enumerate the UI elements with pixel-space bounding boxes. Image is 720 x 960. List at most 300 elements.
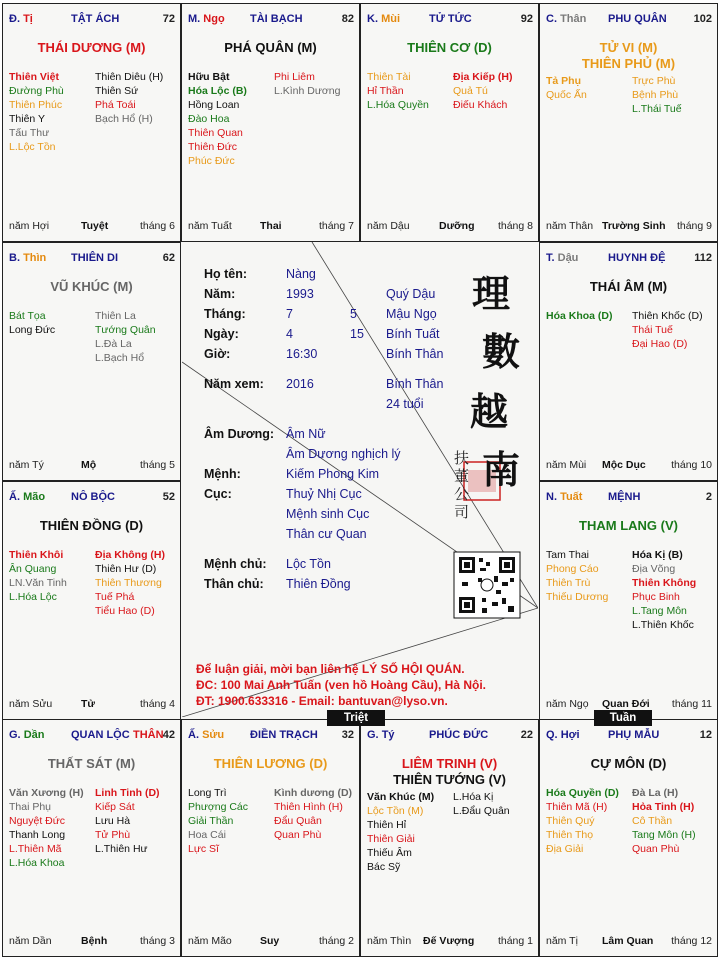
minor-star: Thiên Quan bbox=[188, 127, 243, 139]
minor-star: Bệnh Phù bbox=[632, 89, 679, 101]
palace-name: PHÚC ĐỨC bbox=[429, 729, 489, 741]
minor-star: Long Trì bbox=[188, 787, 227, 799]
menh-label: Mệnh: bbox=[204, 467, 241, 481]
chi: Tuất bbox=[560, 491, 583, 503]
nguyet-han: tháng 9 bbox=[676, 220, 712, 232]
minor-star: Thiên Hình (H) bbox=[274, 801, 343, 813]
ngay-label: Ngày: bbox=[204, 327, 239, 341]
minor-star: Thiên Phúc bbox=[9, 99, 63, 111]
chi: Hợi bbox=[560, 729, 580, 741]
than-marker: THÂN bbox=[133, 729, 164, 741]
tieu-han-year: năm Dần bbox=[9, 935, 52, 947]
minor-star: L.Hóa Lộc bbox=[9, 591, 57, 603]
nguyet-han: tháng 12 bbox=[671, 935, 712, 947]
tieu-han-year: năm Mùi bbox=[546, 459, 587, 471]
chi: Mùi bbox=[381, 13, 401, 25]
minor-star: Quả Tú bbox=[453, 85, 488, 97]
nam-xem-label: Năm xem: bbox=[204, 377, 264, 391]
palace-name: TÀI BẠCH bbox=[250, 13, 303, 25]
minor-star: Phong Cáo bbox=[546, 563, 599, 575]
chi: Dậu bbox=[557, 252, 579, 264]
minor-star: Hỏa Tinh (H) bbox=[632, 801, 695, 813]
nam-xem-can-chi: Bính Thân bbox=[386, 377, 444, 391]
left-star-list bbox=[9, 70, 64, 154]
palace-cell-mao bbox=[2, 481, 181, 720]
minor-star: Thai Phụ bbox=[9, 801, 52, 813]
dai-han-number: 12 bbox=[699, 729, 712, 741]
right-star-list bbox=[95, 548, 165, 618]
palace-footer bbox=[9, 220, 175, 233]
minor-star: L.Đà La bbox=[95, 338, 132, 350]
right-star-list bbox=[453, 790, 510, 818]
cuc-relation: Mệnh sinh Cục bbox=[286, 507, 370, 521]
dai-han-number: 102 bbox=[693, 13, 712, 25]
nguyet-han: tháng 1 bbox=[497, 935, 533, 947]
palace-cell-thin bbox=[2, 242, 181, 481]
can-chi bbox=[367, 729, 395, 741]
tieu-han-year: năm Ngọ bbox=[546, 698, 589, 710]
trang-sinh: Trường Sinh bbox=[602, 220, 666, 232]
minor-star: Thiên Đức bbox=[188, 141, 238, 153]
dai-han-number: 22 bbox=[520, 729, 533, 741]
palace-footer bbox=[9, 698, 175, 711]
main-star: TỬ VI (M) bbox=[599, 40, 658, 55]
contact-address: ĐC: 100 Mai Anh Tuấn (ven hồ Hoàng Cầu), Hà Nội. bbox=[196, 678, 487, 692]
minor-star: Thiên Hỉ bbox=[367, 819, 407, 831]
trang-sinh: Bệnh bbox=[81, 935, 108, 947]
can-chi bbox=[9, 13, 33, 25]
minor-star: Hoa Cái bbox=[188, 829, 226, 841]
minor-star: Hóa Quyền (D) bbox=[546, 787, 619, 799]
nguyet-han: tháng 11 bbox=[671, 698, 712, 710]
minor-star: Bạch Hổ (H) bbox=[95, 113, 153, 125]
minor-star: Thiên Việt bbox=[9, 71, 59, 83]
main-star: THẤT SÁT (M) bbox=[47, 756, 136, 771]
ho-ten-label: Họ tên: bbox=[204, 267, 248, 281]
minor-star: Phượng Các bbox=[188, 801, 249, 813]
minor-star: Hóa Khoa (D) bbox=[546, 310, 613, 322]
can: B. bbox=[9, 252, 20, 264]
minor-star: Hỉ Thần bbox=[367, 85, 404, 97]
minor-star: Phá Toái bbox=[95, 99, 136, 111]
chi: Thân bbox=[560, 13, 587, 25]
am-duong-label: Âm Dương: bbox=[204, 427, 275, 441]
palace-header bbox=[188, 729, 354, 743]
can: N. bbox=[546, 491, 557, 503]
dai-han-number: 112 bbox=[694, 252, 712, 264]
palace-name: PHU QUÂN bbox=[608, 13, 667, 25]
gio-value: 16:30 bbox=[286, 347, 318, 361]
minor-star: Đào Hoa bbox=[188, 113, 230, 125]
left-star-list bbox=[546, 309, 613, 323]
palace-cell-mui bbox=[360, 3, 539, 242]
nam-label: Năm: bbox=[204, 287, 236, 301]
main-star: THIÊN LƯƠNG (D) bbox=[213, 756, 328, 771]
minor-star: L.Đẩu Quân bbox=[453, 805, 510, 817]
minor-star: Thiên Khôi bbox=[9, 549, 64, 561]
tieu-han-year: năm Tuất bbox=[188, 220, 232, 232]
thang-label: Tháng: bbox=[204, 307, 246, 321]
dai-han-number: 52 bbox=[162, 491, 175, 503]
palace-name: PHỤ MẪU bbox=[608, 729, 660, 741]
right-star-list bbox=[95, 309, 156, 365]
trang-sinh: Tử bbox=[81, 698, 96, 710]
calligraphy-char-3: 越 bbox=[470, 389, 509, 434]
than-chu-label: Thân chủ: bbox=[204, 577, 264, 591]
minor-star: Thiên Trù bbox=[546, 577, 591, 589]
dai-han-number: 72 bbox=[162, 13, 175, 25]
tieu-han-year: năm Tị bbox=[546, 935, 578, 947]
nguyet-han: tháng 8 bbox=[497, 220, 533, 232]
left-star-list bbox=[546, 786, 619, 856]
minor-star: Long Đức bbox=[9, 324, 56, 336]
minor-star: L.Lộc Tồn bbox=[9, 141, 56, 153]
palace-header bbox=[546, 491, 712, 505]
right-star-list bbox=[632, 74, 682, 116]
trang-sinh: Mộ bbox=[81, 459, 97, 471]
palace-header bbox=[367, 13, 533, 27]
chi: Mão bbox=[23, 491, 46, 503]
palace-header bbox=[9, 729, 175, 743]
minor-star: Văn Khúc (M) bbox=[367, 791, 435, 803]
nguyet-han: tháng 10 bbox=[671, 459, 712, 471]
chi: Ngọ bbox=[203, 13, 225, 25]
minor-star: Đà La (H) bbox=[632, 787, 679, 799]
center-info-panel bbox=[182, 242, 538, 717]
palace-cell-ti bbox=[2, 3, 181, 242]
than-cu: Thân cư Quan bbox=[286, 527, 367, 541]
minor-star: Quốc Ấn bbox=[546, 89, 587, 101]
minor-star: Thiên Sứ bbox=[95, 85, 139, 97]
minor-star: Địa Kiếp (H) bbox=[453, 71, 513, 83]
minor-star: L.Thái Tuế bbox=[632, 103, 682, 115]
can: Q. bbox=[546, 729, 558, 741]
palace-name: HUYNH ĐỆ bbox=[608, 252, 666, 264]
minor-star: Lộc Tồn (M) bbox=[367, 805, 424, 817]
dai-han-number: 92 bbox=[520, 13, 533, 25]
dai-han-number: 82 bbox=[341, 13, 354, 25]
minor-star: LN.Văn Tinh bbox=[9, 577, 67, 589]
can-chi bbox=[9, 491, 45, 503]
minor-star: Phục Binh bbox=[632, 591, 680, 603]
minor-star: Nguyệt Đức bbox=[9, 815, 66, 827]
minor-star: Thiên Không bbox=[632, 577, 697, 589]
than-chu-value: Thiên Đồng bbox=[286, 577, 351, 591]
can-chi bbox=[9, 729, 44, 741]
minor-star: Tướng Quân bbox=[95, 324, 156, 336]
palace-name: MỆNH bbox=[608, 491, 641, 503]
calligraphy-small-3: 公 bbox=[454, 485, 470, 503]
cuc-value: Thuỷ Nhị Cục bbox=[286, 487, 362, 501]
palace-header bbox=[546, 13, 712, 27]
minor-star: Hóa Kị (B) bbox=[632, 549, 683, 561]
main-star: CỰ MÔN (D) bbox=[590, 756, 667, 771]
can: Ấ. bbox=[188, 729, 199, 741]
minor-star: L.Bạch Hổ bbox=[95, 352, 145, 364]
menh-chu-label: Mệnh chủ: bbox=[204, 557, 267, 571]
palace-cell-ty bbox=[360, 719, 539, 957]
gio-label: Giờ: bbox=[204, 347, 231, 361]
main-star: THIÊN CƠ (D) bbox=[407, 40, 492, 55]
main-star: THIÊN PHỦ (M) bbox=[581, 56, 676, 71]
minor-star: Bác Sỹ bbox=[367, 861, 401, 873]
minor-star: Địa Không (H) bbox=[95, 549, 165, 561]
minor-star: Phúc Đức bbox=[188, 155, 235, 167]
right-star-list bbox=[95, 70, 163, 126]
minor-star: L.Hóa Quyền bbox=[367, 99, 429, 111]
minor-star: Ân Quang bbox=[9, 563, 57, 575]
nguyet-han: tháng 2 bbox=[318, 935, 354, 947]
minor-star: Tam Thai bbox=[546, 549, 589, 561]
calligraphy-char-4: 南 bbox=[482, 447, 521, 492]
calligraphy-small-1: 扶 bbox=[454, 449, 470, 467]
tieu-han-year: năm Dậu bbox=[367, 220, 410, 232]
can: M. bbox=[188, 13, 201, 25]
minor-star: Thanh Long bbox=[9, 829, 66, 841]
palace-header bbox=[9, 252, 175, 266]
left-star-list bbox=[9, 309, 55, 337]
palace-name: NÔ BỘC bbox=[71, 491, 115, 503]
main-star: THAM LANG (V) bbox=[579, 518, 678, 533]
minor-star: Hóa Lộc (B) bbox=[188, 85, 247, 97]
right-star-list bbox=[632, 309, 703, 351]
minor-star: Lưu Hà bbox=[95, 815, 131, 827]
minor-star: Thiên Quý bbox=[546, 815, 595, 827]
minor-star: Cô Thần bbox=[632, 815, 673, 827]
minor-star: L.Hóa Khoa bbox=[9, 857, 65, 869]
palace-name: THIÊN DI bbox=[71, 252, 119, 264]
dai-han-number: 42 bbox=[162, 729, 175, 741]
minor-star: Tang Môn (H) bbox=[632, 829, 696, 841]
minor-star: Trực Phù bbox=[632, 75, 676, 87]
minor-star: Bát Tọa bbox=[9, 310, 46, 322]
can-chi bbox=[546, 252, 578, 264]
minor-star: L.Thiên Mã bbox=[9, 843, 62, 855]
right-star-list bbox=[632, 786, 696, 856]
main-star: THÁI DƯƠNG (M) bbox=[37, 40, 146, 55]
palace-cell-dau bbox=[539, 242, 718, 481]
minor-star: Tử Phù bbox=[95, 829, 131, 841]
main-star: THIÊN ĐỒNG (D) bbox=[39, 518, 144, 533]
dai-han-number: 2 bbox=[705, 491, 712, 503]
nguyet-han: tháng 6 bbox=[139, 220, 175, 232]
palace-cell-hoi bbox=[539, 719, 718, 957]
minor-star: L.Thiên Khốc bbox=[632, 619, 694, 631]
ngay-can-chi: Bính Tuất bbox=[386, 327, 440, 341]
thang-am: 5 bbox=[350, 307, 357, 321]
tieu-han-year: năm Thìn bbox=[367, 935, 412, 947]
minor-star: Tấu Thư bbox=[9, 127, 50, 139]
tieu-han-year: năm Hợi bbox=[9, 220, 50, 232]
dai-han-number: 62 bbox=[162, 252, 175, 264]
can-chi bbox=[546, 491, 582, 503]
left-star-list bbox=[9, 548, 67, 604]
calligraphy-char-1: 理 bbox=[472, 271, 511, 316]
minor-star: Thiên Hư (D) bbox=[95, 563, 157, 575]
minor-star: Thiên Giải bbox=[367, 833, 415, 845]
nguyet-han: tháng 3 bbox=[139, 935, 175, 947]
trang-sinh: Suy bbox=[260, 935, 280, 947]
palace-cell-suu bbox=[181, 719, 360, 957]
chi: Dần bbox=[23, 729, 45, 741]
minor-star: Đẩu Quân bbox=[274, 815, 322, 827]
palace-name: TẬT ÁCH bbox=[71, 13, 120, 25]
palace-header bbox=[9, 491, 175, 505]
can: Ấ. bbox=[9, 491, 20, 503]
minor-star: Văn Xương (H) bbox=[9, 787, 84, 799]
minor-star: Thiếu Dương bbox=[546, 591, 609, 603]
palace-cell-tuat bbox=[539, 481, 718, 720]
minor-star: Điếu Khách bbox=[453, 99, 508, 111]
dai-han-number: 32 bbox=[341, 729, 354, 741]
minor-star: Thiên La bbox=[95, 310, 136, 322]
main-star: VŨ KHÚC (M) bbox=[50, 279, 133, 294]
trang-sinh: Mộc Dục bbox=[602, 459, 646, 471]
gio-can-chi: Bính Thân bbox=[386, 347, 444, 361]
tieu-han-year: năm Tý bbox=[9, 459, 44, 471]
minor-star: L.Thiên Hư bbox=[95, 843, 148, 855]
right-star-list bbox=[95, 786, 160, 856]
left-star-list bbox=[9, 786, 84, 870]
minor-star: Linh Tinh (D) bbox=[95, 787, 160, 799]
minor-star: Thiên Thọ bbox=[546, 829, 594, 841]
tieu-han-year: năm Thân bbox=[546, 220, 594, 232]
palace-footer bbox=[9, 459, 175, 472]
minor-star: Quan Phù bbox=[274, 829, 322, 841]
trang-sinh: Đế Vượng bbox=[423, 935, 475, 947]
contact-phone-email: ĐT: 1900.633316 - Email: bantuvan@lyso.vn. bbox=[196, 694, 448, 708]
minor-star: L.Kình Dương bbox=[274, 85, 341, 97]
palace-name: QUAN LỘC bbox=[71, 729, 130, 741]
palace-header bbox=[367, 729, 533, 743]
minor-star: Đại Hao (D) bbox=[632, 338, 688, 350]
left-star-list bbox=[546, 548, 608, 604]
nguyet-han: tháng 7 bbox=[318, 220, 354, 232]
chi: Thìn bbox=[23, 252, 47, 264]
palace-cell-ngo bbox=[181, 3, 360, 242]
can-chi bbox=[367, 13, 400, 25]
menh-chu-value: Lộc Tồn bbox=[286, 557, 331, 571]
minor-star: Quan Phù bbox=[632, 843, 680, 855]
calligraphy-small-2: 董 bbox=[454, 467, 470, 485]
minor-star: L.Hóa Kị bbox=[453, 791, 494, 803]
left-star-list bbox=[367, 70, 429, 112]
trang-sinh: Thai bbox=[260, 220, 282, 232]
nguyet-han: tháng 4 bbox=[139, 698, 175, 710]
ngay-am: 15 bbox=[350, 327, 364, 341]
main-star: THIÊN TƯỚNG (V) bbox=[393, 772, 506, 787]
can-chi bbox=[188, 729, 224, 741]
palace-header bbox=[188, 13, 354, 27]
ho-ten-value: Nàng bbox=[286, 267, 316, 281]
trang-sinh: Tuyệt bbox=[81, 220, 109, 232]
am-duong-value: Âm Nữ bbox=[286, 427, 326, 441]
right-star-list bbox=[453, 70, 513, 112]
tu-vi-chart bbox=[2, 3, 718, 957]
can-chi bbox=[546, 13, 586, 25]
can: T. bbox=[546, 252, 555, 264]
palace-header bbox=[546, 252, 712, 266]
right-star-list bbox=[274, 786, 352, 842]
can: G. bbox=[9, 729, 21, 741]
tuan-marker: Tuần bbox=[594, 710, 652, 726]
minor-star: Thiên Khốc (D) bbox=[632, 310, 703, 322]
minor-star: Hữu Bật bbox=[188, 71, 230, 83]
minor-star: L.Tang Môn bbox=[632, 605, 687, 617]
can-chi bbox=[188, 13, 225, 25]
can: Đ. bbox=[9, 13, 20, 25]
main-star: PHÁ QUÂN (M) bbox=[224, 40, 317, 55]
left-star-list bbox=[188, 786, 248, 856]
cuc-label: Cục: bbox=[204, 487, 232, 501]
nam-value: 1993 bbox=[286, 287, 314, 301]
palace-header bbox=[9, 13, 175, 27]
thang-can-chi: Mậu Ngọ bbox=[386, 307, 437, 321]
tieu-han-year: năm Sửu bbox=[9, 698, 53, 710]
left-star-list bbox=[546, 74, 587, 102]
can: C. bbox=[546, 13, 557, 25]
chi: Sửu bbox=[202, 729, 225, 741]
minor-star: Đường Phù bbox=[9, 85, 64, 97]
ngay-duong: 4 bbox=[286, 327, 293, 341]
main-star: LIÊM TRINH (V) bbox=[401, 756, 498, 771]
trang-sinh: Quan Đới bbox=[602, 698, 650, 710]
left-star-list bbox=[188, 70, 247, 168]
tuoi-value: 24 tuổi bbox=[386, 397, 424, 411]
palace-name: TỬ TỨC bbox=[429, 13, 472, 25]
minor-star: Địa Giải bbox=[546, 843, 584, 855]
minor-star: Tuế Phá bbox=[95, 591, 135, 603]
minor-star: Thiên Diêu (H) bbox=[95, 71, 164, 83]
left-star-list bbox=[367, 790, 434, 874]
contact-line-1: Để luận giải, mời bạn liên hệ LÝ SỐ HỘI QUÁN. bbox=[196, 662, 465, 676]
can-chi bbox=[9, 252, 46, 264]
palace-footer bbox=[546, 935, 712, 948]
minor-star: Hồng Loan bbox=[188, 99, 240, 111]
trang-sinh: Lâm Quan bbox=[602, 935, 654, 947]
palace-footer bbox=[367, 220, 533, 233]
palace-footer bbox=[546, 459, 712, 472]
calligraphy-small-4: 司 bbox=[454, 503, 470, 521]
am-duong-note: Âm Dương nghịch lý bbox=[286, 447, 401, 461]
minor-star: Thái Tuế bbox=[632, 324, 673, 336]
calligraphy-char-2: 數 bbox=[482, 329, 521, 374]
minor-star: Lực Sĩ bbox=[188, 843, 219, 855]
palace-cell-than bbox=[539, 3, 718, 242]
can: G. bbox=[367, 729, 379, 741]
right-star-list bbox=[274, 70, 340, 98]
minor-star: Địa Võng bbox=[632, 563, 676, 575]
can-chi bbox=[546, 729, 580, 741]
tieu-han-year: năm Mão bbox=[188, 935, 232, 947]
nam-xem-value: 2016 bbox=[286, 377, 314, 391]
minor-star: Kiếp Sát bbox=[95, 801, 135, 813]
minor-star: Tiểu Hao (D) bbox=[95, 605, 155, 617]
minor-star: Thiên Y bbox=[9, 113, 45, 125]
main-star: THÁI ÂM (M) bbox=[589, 279, 668, 294]
palace-header bbox=[546, 729, 712, 743]
minor-star: Phi Liêm bbox=[274, 71, 315, 83]
menh-value: Kiếm Phong Kim bbox=[286, 467, 380, 481]
minor-star: Thiên Thương bbox=[95, 577, 162, 589]
minor-star: Thiên Tài bbox=[367, 71, 411, 83]
right-star-list bbox=[632, 548, 696, 632]
palace-name: ĐIỀN TRẠCH bbox=[250, 729, 318, 741]
palace-footer bbox=[188, 935, 354, 948]
nam-can-chi: Quý Dậu bbox=[386, 287, 436, 301]
palace-footer bbox=[546, 220, 712, 233]
minor-star: Kình dương (D) bbox=[274, 787, 353, 799]
